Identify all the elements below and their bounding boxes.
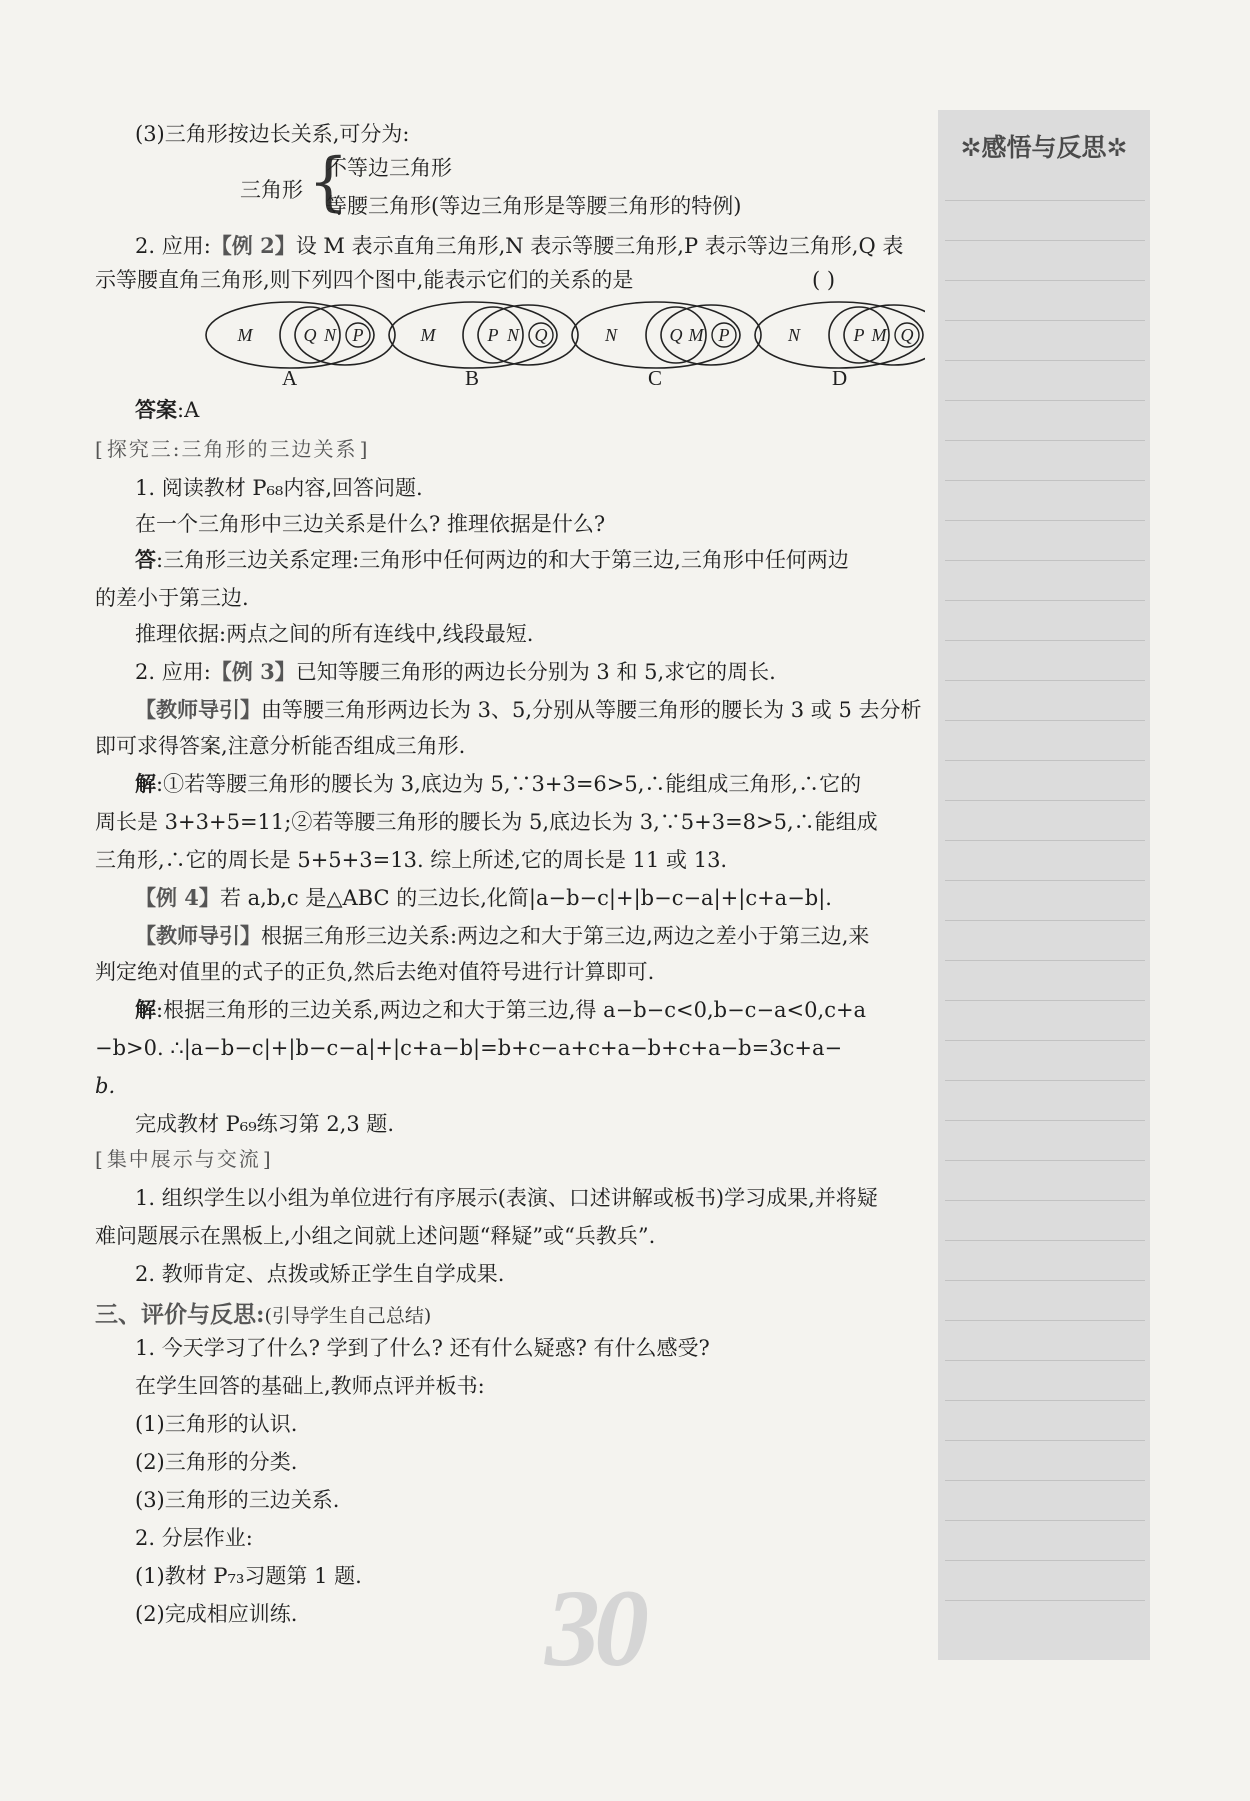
sidebar-rule: [945, 1240, 1145, 1241]
answer-line: [135, 546, 849, 574]
sidebar-rule: [945, 320, 1145, 321]
sidebar-rule: [945, 1400, 1145, 1401]
sidebar-rule: [945, 240, 1145, 241]
sidebar-rule: [945, 760, 1145, 761]
section-heading: [ 集中展示与交流 ]: [95, 1146, 273, 1172]
answer-label: 答案: [135, 397, 177, 422]
sidebar-rule: [945, 440, 1145, 441]
solution-label: 解: [135, 997, 156, 1022]
sidebar-rule: [945, 400, 1145, 401]
text-line: (3)三角形按边长关系,可分为:: [135, 122, 410, 146]
sidebar-rule: [945, 1360, 1145, 1361]
text-line: b.: [95, 1074, 116, 1098]
guide-line: [135, 696, 922, 724]
sidebar-rule: [945, 720, 1145, 721]
text-line: 三角形,∴它的周长是 5+5+3=13. 综上所述,它的周长是 11 或 13.: [95, 848, 728, 872]
text-line: 判定绝对值里的式子的正负,然后去绝对值符号进行计算即可.: [95, 960, 655, 984]
example-2-cont: 示等腰直角三角形,则下列四个图中,能表示它们的关系的是: [95, 268, 634, 292]
venn-label: C: [648, 366, 663, 390]
text: :根据三角形的三边关系,两边之和大于第三边,得 a−b−c<0,b−c−a<0,c+a: [156, 998, 867, 1022]
solution-line: [135, 996, 866, 1024]
sidebar-rule: [945, 1120, 1145, 1121]
venn-letter: N: [323, 325, 337, 345]
venn-letter: P: [718, 325, 730, 345]
sidebar-title: ✲感悟与反思✲: [960, 133, 1128, 162]
text-line: (3)三角形的三边关系.: [135, 1488, 340, 1512]
venn-label: D: [832, 366, 848, 390]
sidebar-rule: [945, 1600, 1145, 1601]
sidebar-rule: [945, 1480, 1145, 1481]
text-line: 1. 组织学生以小组为单位进行有序展示(表演、口述讲解或板书)学习成果,并将疑: [135, 1186, 878, 1210]
solution-label: 解: [135, 771, 156, 796]
sidebar-rule: [945, 600, 1145, 601]
text-line: 即可求得答案,注意分析能否组成三角形.: [95, 734, 466, 758]
text: 已知等腰三角形的两边长分别为 3 和 5,求它的周长.: [295, 660, 776, 684]
section-heading: [95, 1296, 431, 1329]
venn-label: B: [465, 366, 480, 390]
sidebar-rule: [945, 800, 1145, 801]
text: 2. 应用:: [135, 660, 211, 684]
venn-letter: N: [506, 325, 520, 345]
venn-diagrams: [205, 300, 925, 390]
venn-letter: N: [604, 325, 618, 345]
sidebar-rule: [945, 560, 1145, 561]
text: :①若等腰三角形的腰长为 3,底边为 5,∵3+3=6>5,∴能组成三角形,∴它的: [156, 772, 862, 796]
sidebar-rule: [945, 280, 1145, 281]
reflection-sidebar: [938, 110, 1150, 1660]
sidebar-rule: [945, 880, 1145, 881]
answer-label: 答: [135, 547, 156, 572]
venn-letter: M: [871, 325, 887, 345]
text-line: (1)三角形的认识.: [135, 1412, 298, 1436]
sidebar-rule: [945, 920, 1145, 921]
sidebar-rule: [945, 1200, 1145, 1201]
text-line: 在一个三角形中三边关系是什么? 推理依据是什么?: [135, 512, 606, 536]
classify-item: 不等边三角形: [326, 156, 452, 180]
text: 2. 应用:: [135, 234, 211, 258]
sidebar-rule: [945, 1560, 1145, 1561]
venn-letter: P: [487, 325, 499, 345]
sidebar-rule: [945, 840, 1145, 841]
sidebar-rule: [945, 200, 1145, 201]
solution-line: [135, 770, 861, 798]
example-4: [135, 884, 832, 912]
answer-paren: ( ): [812, 268, 836, 292]
example-2: [135, 232, 903, 260]
venn-option-b: [389, 302, 578, 368]
brace-icon: {: [308, 145, 349, 219]
section-heading: [ 探究三:三角形的三边关系 ]: [95, 436, 369, 462]
venn-letter: Q: [900, 325, 914, 345]
text-line: 在学生回答的基础上,教师点评并板书:: [135, 1374, 485, 1398]
sidebar-rule: [945, 1000, 1145, 1001]
text-line: 2. 分层作业:: [135, 1526, 253, 1550]
text-line: 2. 教师肯定、点拨或矫正学生自学成果.: [135, 1262, 505, 1286]
example-tag: 【例 3】: [210, 659, 296, 684]
venn-letter: Q: [534, 325, 548, 345]
heading-text: 三、评价与反思:: [95, 1301, 265, 1328]
sidebar-rule: [945, 1080, 1145, 1081]
classify-item: 等腰三角形(等边三角形是等腰三角形的特例): [326, 194, 742, 218]
venn-letter: N: [787, 325, 801, 345]
guide-tag: 【教师导引】: [135, 697, 261, 722]
sidebar-rule: [945, 1280, 1145, 1281]
sidebar-rule: [945, 1160, 1145, 1161]
sidebar-rule: [945, 1040, 1145, 1041]
text-line: 完成教材 P₆₉练习第 2,3 题.: [135, 1112, 395, 1136]
text: 若 a,b,c 是△ABC 的三边长,化简|a−b−c|+|b−c−a|+|c+a−b|.: [219, 886, 832, 910]
sidebar-rule: [945, 360, 1145, 361]
answer-value: :A: [177, 398, 200, 422]
text-line: (2)三角形的分类.: [135, 1450, 298, 1474]
venn-letter: Q: [303, 325, 317, 345]
sidebar-rule: [945, 960, 1145, 961]
text-line: 1. 阅读教材 P₆₈内容,回答问题.: [135, 476, 423, 500]
venn-letter: M: [688, 325, 704, 345]
page-number: 30: [545, 1567, 643, 1689]
sidebar-rule: [945, 640, 1145, 641]
sidebar-rule: [945, 1520, 1145, 1521]
text: 设 M 表示直角三角形,N 表示等腰三角形,P 表示等边三角形,Q 表: [295, 234, 904, 258]
text-line: 推理依据:两点之间的所有连线中,线段最短.: [135, 622, 534, 646]
venn-letter: P: [352, 325, 364, 345]
sidebar-rule: [945, 1440, 1145, 1441]
sidebar-rule: [945, 1320, 1145, 1321]
text-line: 难问题展示在黑板上,小组之间就上述问题“释疑”或“兵教兵”.: [95, 1224, 656, 1248]
venn-option-a: [206, 302, 395, 368]
example-3: [135, 658, 776, 686]
example-tag: 【例 4】: [135, 885, 220, 910]
classify-root: 三角形: [240, 178, 303, 202]
heading-sub: (引导学生自己总结): [264, 1305, 432, 1327]
sidebar-rule: [945, 480, 1145, 481]
text-line: (2)完成相应训练.: [135, 1602, 298, 1626]
venn-option-d: [755, 302, 925, 368]
text-line: 1. 今天学习了什么? 学到了什么? 还有什么疑惑? 有什么感受?: [135, 1336, 710, 1360]
venn-letter: P: [853, 325, 865, 345]
venn-letter: M: [237, 325, 253, 345]
guide-line: [135, 922, 869, 950]
text: 由等腰三角形两边长为 3、5,分别从等腰三角形的腰长为 3 或 5 去分析: [261, 698, 922, 722]
venn-option-c: [572, 302, 761, 368]
answer: [135, 396, 199, 424]
guide-tag: 【教师导引】: [135, 923, 261, 948]
venn-label: A: [282, 366, 298, 390]
text-line: 的差小于第三边.: [95, 586, 249, 610]
text-line: −b>0. ∴|a−b−c|+|b−c−a|+|c+a−b|=b+c−a+c+a−b+c+a−b=3c+a−: [95, 1036, 843, 1060]
text-line: (1)教材 P₇₃习题第 1 题.: [135, 1564, 362, 1588]
sidebar-rule: [945, 680, 1145, 681]
venn-letter: M: [420, 325, 436, 345]
text: 根据三角形三边关系:两边之和大于第三边,两边之差小于第三边,来: [261, 924, 870, 948]
example-tag: 【例 2】: [210, 233, 296, 258]
sidebar-rule: [945, 520, 1145, 521]
text: :三角形三边关系定理:三角形中任何两边的和大于第三边,三角形中任何两边: [156, 548, 849, 572]
venn-letter: Q: [669, 325, 683, 345]
text-line: 周长是 3+3+5=11;②若等腰三角形的腰长为 5,底边长为 3,∵5+3=8>5,∴能组成: [95, 810, 878, 834]
